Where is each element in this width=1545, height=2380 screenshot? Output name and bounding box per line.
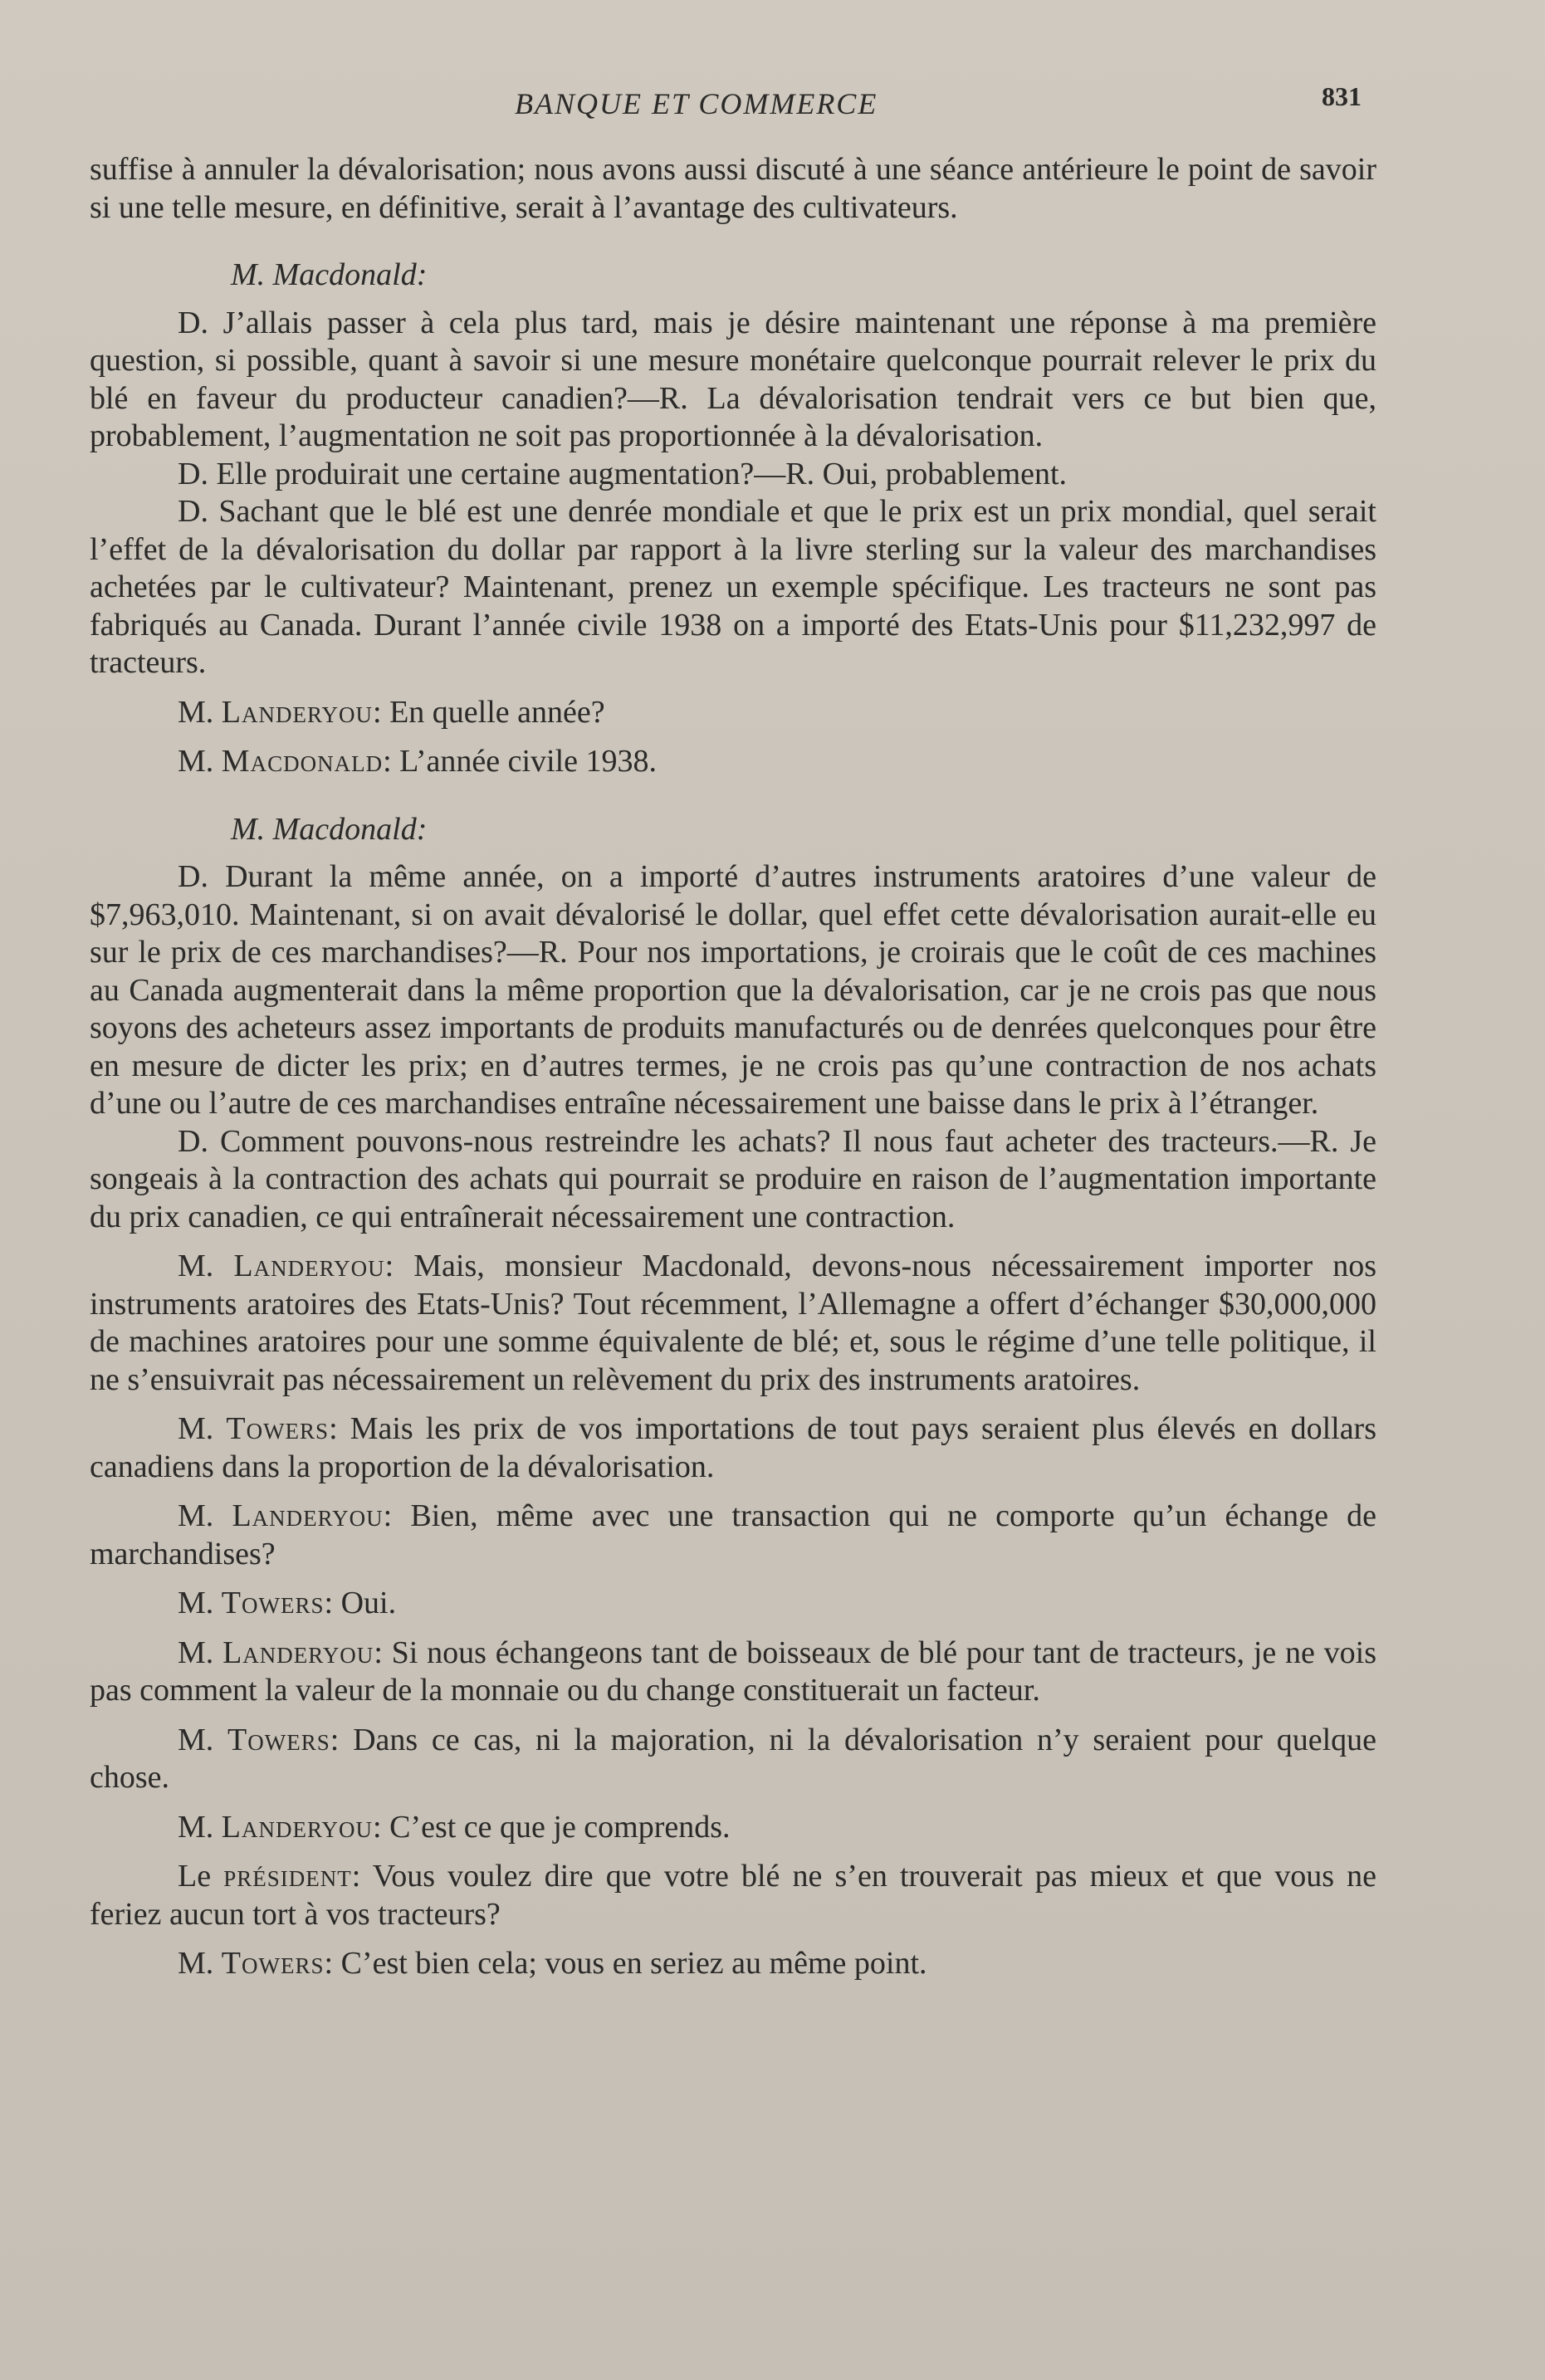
speaker-name: Landeryou [233,1249,385,1283]
speech-paragraph: M. Landeryou: Mais, monsieur Macdonald, devons-nous nécessairement importer nos instruments aratoires des Etats-Unis? Tout récemment, l’Allemagne a offert d’échanger $30,000,000 de machines aratoires pour une somme équivalente de blé; et, sous le régime d’une telle politique, il ne s’ensuivrait pas nécessairement un relèvement du prix des instruments aratoires. [90,1249,1376,1397]
speaker-name: Landeryou [221,694,374,730]
speaker-name: Landeryou [221,1809,374,1845]
speaker-heading: M. Macdonald: [231,257,428,292]
speech-paragraph: M. Towers: Mais les prix de vos importations de tout pays seraient plus élevés en dollars canadiens dans la proportion de la dévalorisation. [90,1411,1376,1484]
speaker-name: Landeryou [232,1498,384,1533]
question-paragraph: D. J’allais passer à cela plus tard, mais je désire maintenant une réponse à ma première question, si possible, quant à savoir si une mesure monétaire quelconque pourrait relever le prix du blé en faveur du producteur canadien?—R. La dévalorisation tendrait vers ce but bien que, probablement, l’augmentation ne soit pas proportionnée à la dévalorisation. [90,305,1376,453]
speech-paragraph: M. Macdonald: L’année civile 1938. [178,744,658,779]
speech-paragraph: M. Towers: C’est bien cela; vous en seriez au même point. [178,1946,927,1981]
speaker-name: Towers [226,1411,330,1446]
question-paragraph: D. Durant la même année, on a importé d’autres instruments aratoires d’une valeur de $7,963,010. Maintenant, si on avait dévalorisé le dollar, quel effet cette dévalorisation aurait-elle eu sur le prix de ces marchandises?—R. Pour nos importations, je croirais que le coût de ces machines au Canada augmenterait dans la même proportion que la dévalorisation, car je ne crois pas que nous soyons des acheteurs assez importants de produits manufacturés ou de denrées quelconques pour être en mesure de dicter les prix; en d’autres termes, je ne crois pas qu’une contraction de nos achats d’une ou l’autre de ces marchandises entraîne nécessairement une baisse dans le prix à l’étranger. [90,859,1376,1121]
page-number: 831 [1322,81,1362,111]
body-text [90,151,1376,1983]
question-paragraph: D. Comment pouvons-nous restreindre les achats? Il nous faut acheter des tracteurs.—R. Je songeais à la contraction des achats qui pourrait se produire en raison de l’augmentation importante du prix canadien, ce qui entraînerait nécessairement une contraction. [90,1123,1376,1234]
speech-paragraph: M. Towers: Oui. [178,1586,397,1620]
speaker-name: Towers [227,1722,330,1757]
speaker-name: Macdonald [221,744,384,779]
speech-paragraph: M. Landeryou: C’est ce que je comprends. [178,1809,731,1845]
speaker-heading: M. Macdonald: [231,811,428,847]
question-paragraph: D. Elle produirait une certaine augmentation?—R. Oui, probablement. [178,456,1068,491]
speaker-name: Towers [221,1946,325,1981]
speech-paragraph: M. Landeryou: En quelle année? [178,694,605,730]
speech-paragraph: M. Landeryou: Bien, même avec une transaction qui ne comporte qu’un échange de marchandises? [90,1498,1376,1571]
speech-paragraph: M. Landeryou: Si nous échangeons tant de boisseaux de blé pour tant de tracteurs, je ne vois pas comment la valeur de la monnaie ou du change constituerait un facteur. [90,1635,1376,1708]
question-paragraph: D. Sachant que le blé est une denrée mondiale et que le prix est un prix mondial, quel serait l’effet de la dévalorisation du dollar par rapport à la livre sterling sur la valeur des marchandises achetées par le cultivateur? Maintenant, prenez un exemple spécifique. Les tracteurs ne sont pas fabriqués au Canada. Durant l’année civile 1938 on a importé des Etats-Unis pour $11,232,997 de tracteurs. [90,494,1376,680]
paragraph-continuation: suffise à annuler la dévalorisation; nous avons aussi discuté à une séance antérieure le point de savoir si une telle mesure, en définitive, serait à l’avantage des cultivateurs. [90,152,1376,225]
speaker-name: Towers [221,1586,325,1620]
running-title: BANQUE ET COMMERCE [515,87,878,120]
speech-paragraph: Le président: Vous voulez dire que votre blé ne s’en trouverait pas mieux et que vous ne feriez aucun tort à vos tracteurs? [90,1859,1376,1932]
speaker-name: Landeryou [222,1635,374,1670]
running-head [0,81,1545,131]
speech-paragraph: M. Towers: Dans ce cas, ni la majoration, ni la dévalorisation n’y seraient pour quelque chose. [90,1722,1377,1795]
speaker-name: président [223,1859,352,1894]
